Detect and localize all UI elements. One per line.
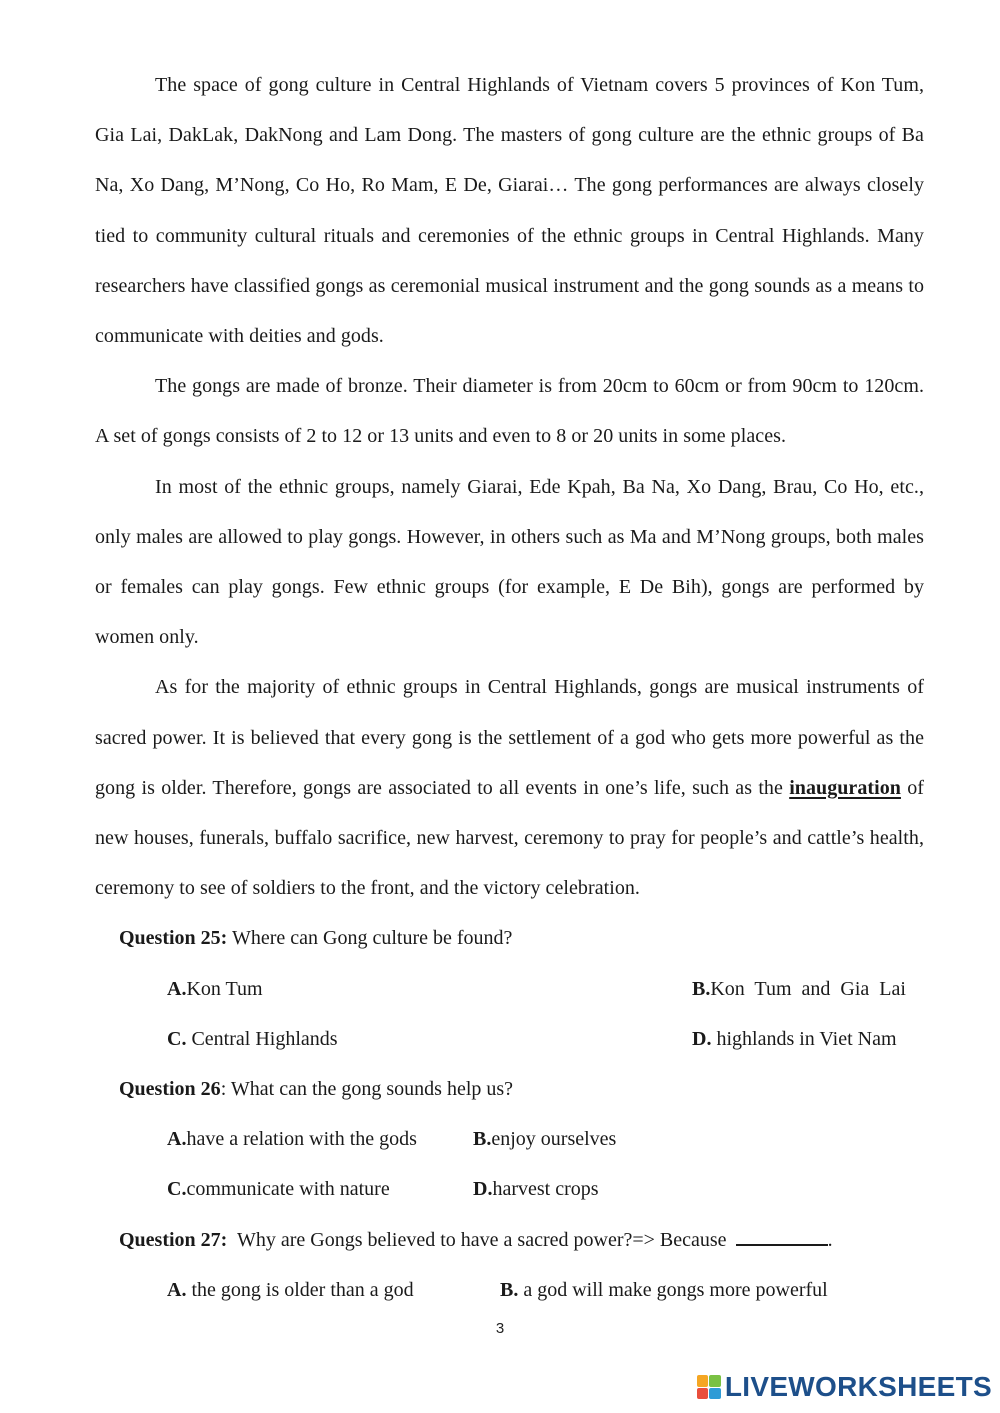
logo-square [697,1375,709,1387]
question-26 [95,1064,924,1114]
passage-paragraph-3: In most of the ethnic groups, namely Giarai, Ede Kpah, Ba Na, Xo Dang, Brau, Co Ho, etc., only males are allowed to play gongs. However, in others such as Ma and M’Nong groups, both males or females can play gongs. Few ethnic groups (for example, E De Bih), gongs are performed by women only. [95,475,924,649]
option-letter: B. [500,1278,519,1301]
question-25-options-row-2 [95,1014,924,1064]
option-text: have a relation with the gods [186,1128,417,1151]
question-25-label: Question 25: [119,927,228,950]
q27-option-b[interactable] [500,1265,828,1315]
liveworksheets-brand [697,1371,992,1403]
question-27-options-row-1 [95,1265,924,1315]
q26-option-c[interactable] [167,1164,390,1214]
option-letter: C. [167,1178,187,1201]
option-letter: A. [167,1128,187,1151]
question-25-options-row-1 [95,964,924,1014]
q25-option-d[interactable] [692,1014,897,1064]
option-text: harvest crops [492,1178,599,1201]
option-text: Kon Tum and Gia Lai [710,977,906,1000]
option-text: Central Highlands [186,1027,338,1050]
q25-option-a[interactable] [167,964,263,1014]
option-text: enjoy ourselves [491,1128,617,1151]
question-26-options-row-1 [95,1114,924,1164]
page-number: 3 [495,1320,505,1337]
passage-paragraph-1: The space of gong culture in Central Highlands of Vietnam covers 5 provinces of Kon Tum, Gia Lai, DakLak, DakNong and Lam Dong. The masters of gong culture are the ethnic groups of Ba Na, Xo Dang, M’Nong, Co Ho, Ro Mam, E De, Giarai… The gong performances are always closely tied to community cultural rituals and ceremonies of the ethnic groups in Central Highlands. Many researchers have classified gongs as ceremonial musical instrument and the gong sounds as a means to communicate with deities and gods. [95,74,924,348]
option-text: a god will make gongs more powerful [518,1278,828,1301]
q25-option-c[interactable] [167,1014,338,1064]
highlighted-word: inauguration [789,776,901,799]
q25-option-b[interactable] [692,964,906,1014]
liveworksheets-logo-icon [697,1375,721,1399]
option-letter: A. [167,977,187,1000]
option-letter: A. [167,1278,187,1301]
answer-blank[interactable] [736,1228,828,1246]
question-27-end: . [827,1228,833,1251]
document-page [95,60,924,1315]
option-letter: B. [473,1128,492,1151]
question-27-label: Question 27: [119,1228,228,1251]
q26-option-b[interactable] [473,1114,616,1164]
q26-option-a[interactable] [167,1114,417,1164]
brand-name: LIVEWORKSHEETS [724,1371,992,1402]
passage-paragraph-2: The gongs are made of bronze. Their diameter is from 20cm to 60cm or from 90cm to 120cm. A set of gongs consists of 2 to 12 or 13 units and even to 8 or 20 units in some places. [95,375,924,448]
paragraph-4-text-end: of new houses, funerals, buffalo sacrifice, new harvest, ceremony to pray for people’s and cattle’s health, ceremony to see of soldiers to the front, and the victory celebration. [95,776,925,900]
question-25-text: Where can Gong culture be found? [227,927,513,950]
option-text: highlands in Viet Nam [711,1027,897,1050]
option-text: Kon Tum [186,977,263,1000]
option-text: communicate with nature [186,1178,390,1201]
question-27 [95,1215,924,1265]
question-25 [95,913,924,963]
passage-paragraph-4 [95,662,924,913]
question-26-options-row-2 [95,1164,924,1214]
q27-option-a[interactable] [167,1265,414,1315]
logo-square [709,1388,721,1400]
question-26-text: : What can the gong sounds help us? [220,1078,514,1101]
option-letter: C. [167,1027,187,1050]
option-letter: B. [692,977,711,1000]
option-letter: D. [692,1027,712,1050]
question-27-text: Why are Gongs believed to have a sacred power?=> Because [227,1228,732,1251]
option-letter: D. [473,1178,493,1201]
q26-option-d[interactable] [473,1164,599,1214]
option-text: the gong is older than a god [186,1278,414,1301]
logo-square [697,1388,709,1400]
paragraph-4-text-start: As for the majority of ethnic groups in Central Highlands, gongs are musical instruments of sacred power. It is believed that every gong is the settlement of a god who gets more powerful as the gong is older. Therefore, gongs are associated to all events in one’s life, such as the [95,676,924,799]
question-26-label: Question 26 [119,1078,221,1101]
logo-square [709,1375,721,1387]
